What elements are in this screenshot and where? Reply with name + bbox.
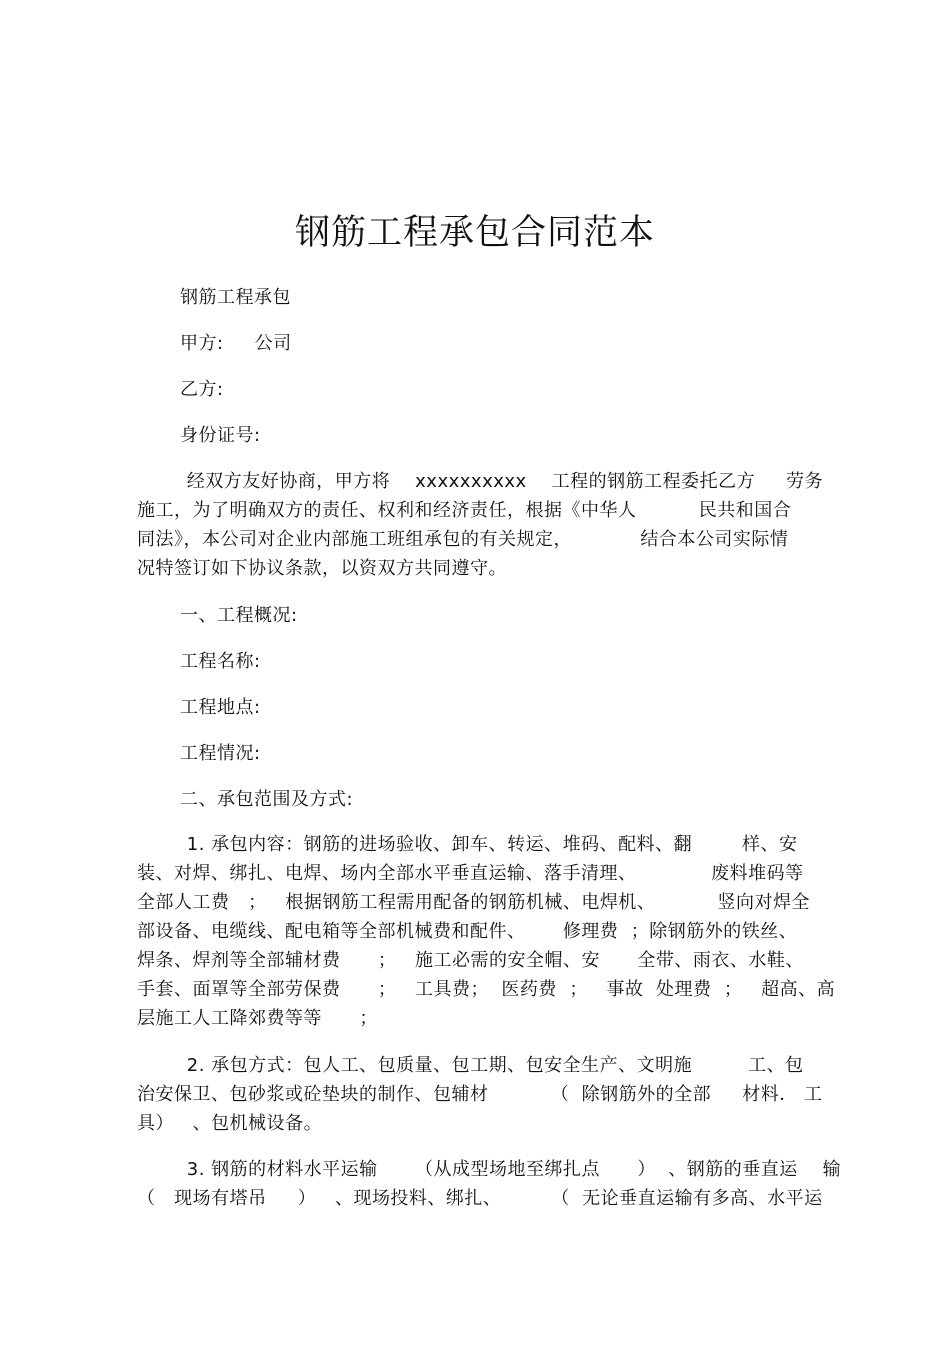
paragraph-line: 同法》，本公司对企业内部施工班组承包的有关规定， 结合本公司实际情 <box>137 529 789 550</box>
party-b-line: 乙方: <box>180 379 224 400</box>
paragraph-line: 层施工人工降郊费等等 ； <box>137 1008 378 1029</box>
document-title: 钢筋工程承包合同范本 <box>294 213 655 253</box>
clause-3-paragraph <box>137 1155 842 1213</box>
project-name-line: 工程名称: <box>180 651 261 672</box>
paragraph-line: 手套、面罩等全部劳保费 ； 工具费； 医药费 ； 事故 处理费 ； 超高、高 <box>137 979 836 1000</box>
paragraph-line: 2. 承包方式：包人工、包质量、包工期、包安全生产、文明施 工、包 <box>137 1055 804 1076</box>
section-heading-2: 二、承包范围及方式: <box>180 789 354 810</box>
paragraph-line: 具） 、包机械设备。 <box>137 1113 323 1134</box>
paragraph-line: （ 现场有塔吊 ） 、现场投料、绑扎、 （ 无论垂直运输有多高、水平运 <box>137 1188 823 1209</box>
section-heading-1: 一、工程概况: <box>180 605 298 626</box>
paragraph-line: 经双方友好协商，甲方将 xxxxxxxxxx 工程的钢筋工程委托乙方 劳务 <box>137 471 824 492</box>
paragraph-line: 部设备、电缆线、配电箱等全部机械费和配件、 修理费 ；除钢筋外的铁丝、 <box>137 921 798 942</box>
paragraph-line: 治安保卫、包砂浆或砼垫块的制作、包辅材 （ 除钢筋外的全部 材料． 工 <box>137 1084 823 1105</box>
party-a-line: 甲方: 公司 <box>180 333 292 354</box>
paragraph-line: 施工，为了明确双方的责任、权利和经济责任，根据《中华人 民共和国合 <box>137 500 792 521</box>
id-number-line: 身份证号: <box>180 425 261 446</box>
clause-2-paragraph <box>137 1051 823 1138</box>
paragraph-line: 全部人工费 ； 根据钢筋工程需用配备的钢筋机械、电焊机、 竖向对焊全 <box>137 892 811 913</box>
paragraph-line: 1. 承包内容：钢筋的进场验收、卸车、转运、堆码、配料、翻 样、安 <box>137 834 798 855</box>
paragraph-line: 3. 钢筋的材料水平运输 （从成型场地至绑扎点 ） 、钢筋的垂直运 输 <box>137 1159 842 1180</box>
paragraph-line: 焊条、焊剂等全部辅材费 ； 施工必需的安全帽、安 全带、雨衣、水鞋、 <box>137 950 804 971</box>
intro-paragraph <box>137 467 824 583</box>
paragraph-line: 况特签订如下协议条款，以资双方共同遵守。 <box>137 558 507 579</box>
paragraph-line: 装、对焊、绑扎、电焊、场内全部水平垂直运输、落手清理、 废料堆码等 <box>137 863 804 884</box>
project-location-line: 工程地点: <box>180 697 261 718</box>
clause-1-paragraph <box>137 830 836 1033</box>
subtitle: 钢筋工程承包 <box>180 287 291 308</box>
project-status-line: 工程情况: <box>180 743 261 764</box>
